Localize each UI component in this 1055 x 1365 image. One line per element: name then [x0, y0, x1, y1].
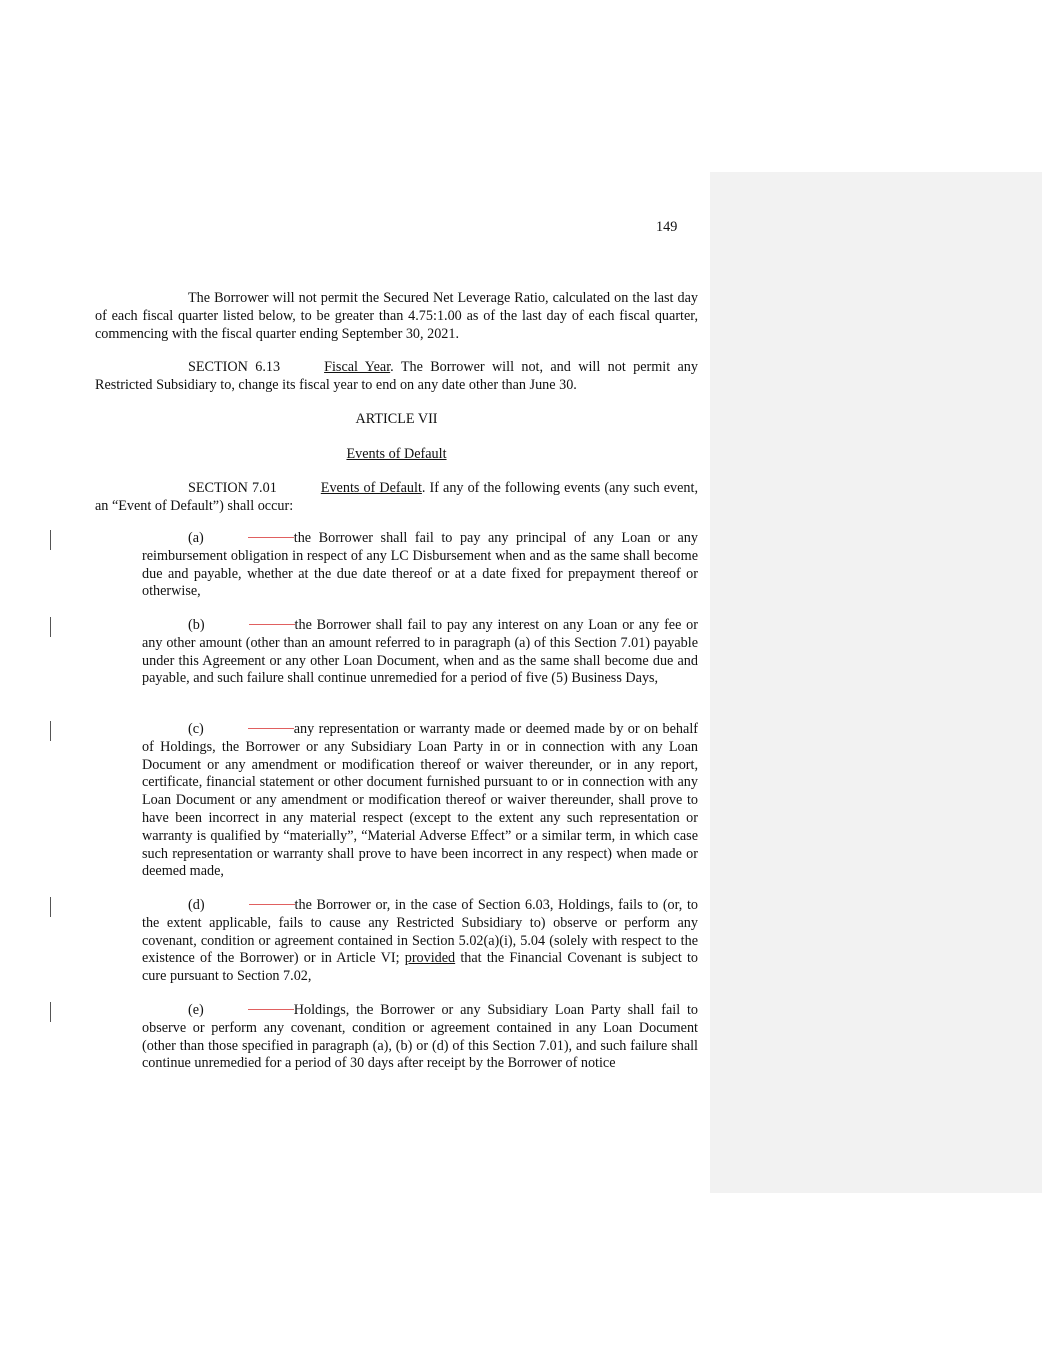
page-number: 149 — [656, 219, 678, 235]
clause-d-provided: provided — [404, 950, 456, 967]
clause-c-label: (c) — [188, 721, 204, 737]
clause-a — [142, 530, 698, 601]
clause-d — [142, 897, 698, 986]
change-bar — [50, 530, 51, 550]
clause-d-label: (d) — [188, 897, 205, 913]
comment-pane — [710, 172, 1042, 1193]
redline-tab-marker — [248, 1009, 294, 1010]
change-bar — [50, 617, 51, 637]
article-title: Events of Default — [346, 446, 447, 462]
redline-tab-marker — [249, 624, 295, 625]
clause-a-label: (a) — [188, 530, 204, 546]
redline-tab-marker — [249, 904, 295, 905]
section-6-13-number: SECTION 6.13 — [188, 359, 281, 375]
section-7-01-number: SECTION 7.01 — [188, 480, 277, 496]
clause-c-text: any representation or warranty made or deemed made by or on behalf of Holdings, the Borrower or any Subsidiary Loan Party in or in connection with any Loan Document or any amendment or modification thereof or waiver thereunder, or in any report, certificate, financial statement or other document furnished pursuant to or in connection with any Loan Document or any amendment or modification thereof or waiver thereunder, shall prove to have been incorrect in any material respect (except to the extent any such representation or warranty is qualified by “materially”, “Material Adverse Effect” or a similar term, in which case such representation or warranty shall prove to have been incorrect in any respect) when made or deemed made, — [142, 721, 698, 880]
section-6-13-body: . The Borrower will not, and will not permit any Restricted Subsidiary to, change its fiscal year to end on any date other than June 30. — [95, 359, 698, 393]
change-bar — [50, 897, 51, 917]
clause-e — [142, 1002, 698, 1073]
clause-d-text-after: that the Financial Covenant is subject to cure pursuant to Section 7.02, — [142, 950, 698, 985]
change-bar — [50, 1002, 51, 1022]
clause-b-text: the Borrower shall fail to pay any interest on any Loan or any fee or any other amount (other than an amount referred to in paragraph (a) of this Section 7.01) payable under this Agreement or any other Loan Document, when and as the same shall become due and payable, and such failure shall continue unremedied for a period of five (5) Business Days, — [142, 617, 698, 687]
section-7-01-title: Events of Default — [320, 480, 422, 496]
section-7-01-body: . If any of the following events (any such event, an “Event of Default”) shall occur: — [95, 480, 698, 514]
section-7-01-paragraph — [95, 480, 698, 516]
section-6-13-title: Fiscal Year — [324, 359, 391, 375]
redline-tab-marker — [248, 728, 294, 729]
clause-b-label: (b) — [188, 617, 205, 633]
clause-d-text-before: the Borrower or, in the case of Section 6.03, Holdings, fails to (or, to the extent applicable, fails to cause any Restricted Subsidiary to) observe or perform any covenant, condition or agreement contained in Section 5.02(a)(i), 5.04 (solely with respect to the existence of the Borrower) or in Article VI; — [142, 897, 698, 967]
clause-a-text: the Borrower shall fail to pay any principal of any Loan or any reimbursement obligation in respect of any LC Disbursement when and as the same shall become due and payable, whether at the due date thereof or at a date fixed for prepayment thereof or otherwise, — [142, 530, 698, 600]
change-bar — [50, 721, 51, 741]
article-heading: ARTICLE VII — [355, 411, 438, 427]
clause-e-text: Holdings, the Borrower or any Subsidiary Loan Party shall fail to observe or perform any covenant, condition or agreement contained in any Loan Document (other than those specified in paragraph (a), (b) or (d) of this Section 7.01), and such failure shall continue unremedied for a period of 30 days after receipt by the Borrower of notice — [142, 1002, 698, 1072]
section-6-13-paragraph — [95, 359, 698, 395]
clause-c — [142, 721, 698, 881]
covenant-intro-paragraph: The Borrower will not permit the Secured Net Leverage Ratio, calculated on the last day of each fiscal quarter listed below, to be greater than 4.75:1.00 as of the last day of each fiscal quarter, commencing with the fiscal quarter ending September 30, 2021. — [95, 290, 698, 342]
redline-tab-marker — [248, 537, 294, 538]
clause-b — [142, 617, 698, 688]
clause-e-label: (e) — [188, 1002, 204, 1018]
